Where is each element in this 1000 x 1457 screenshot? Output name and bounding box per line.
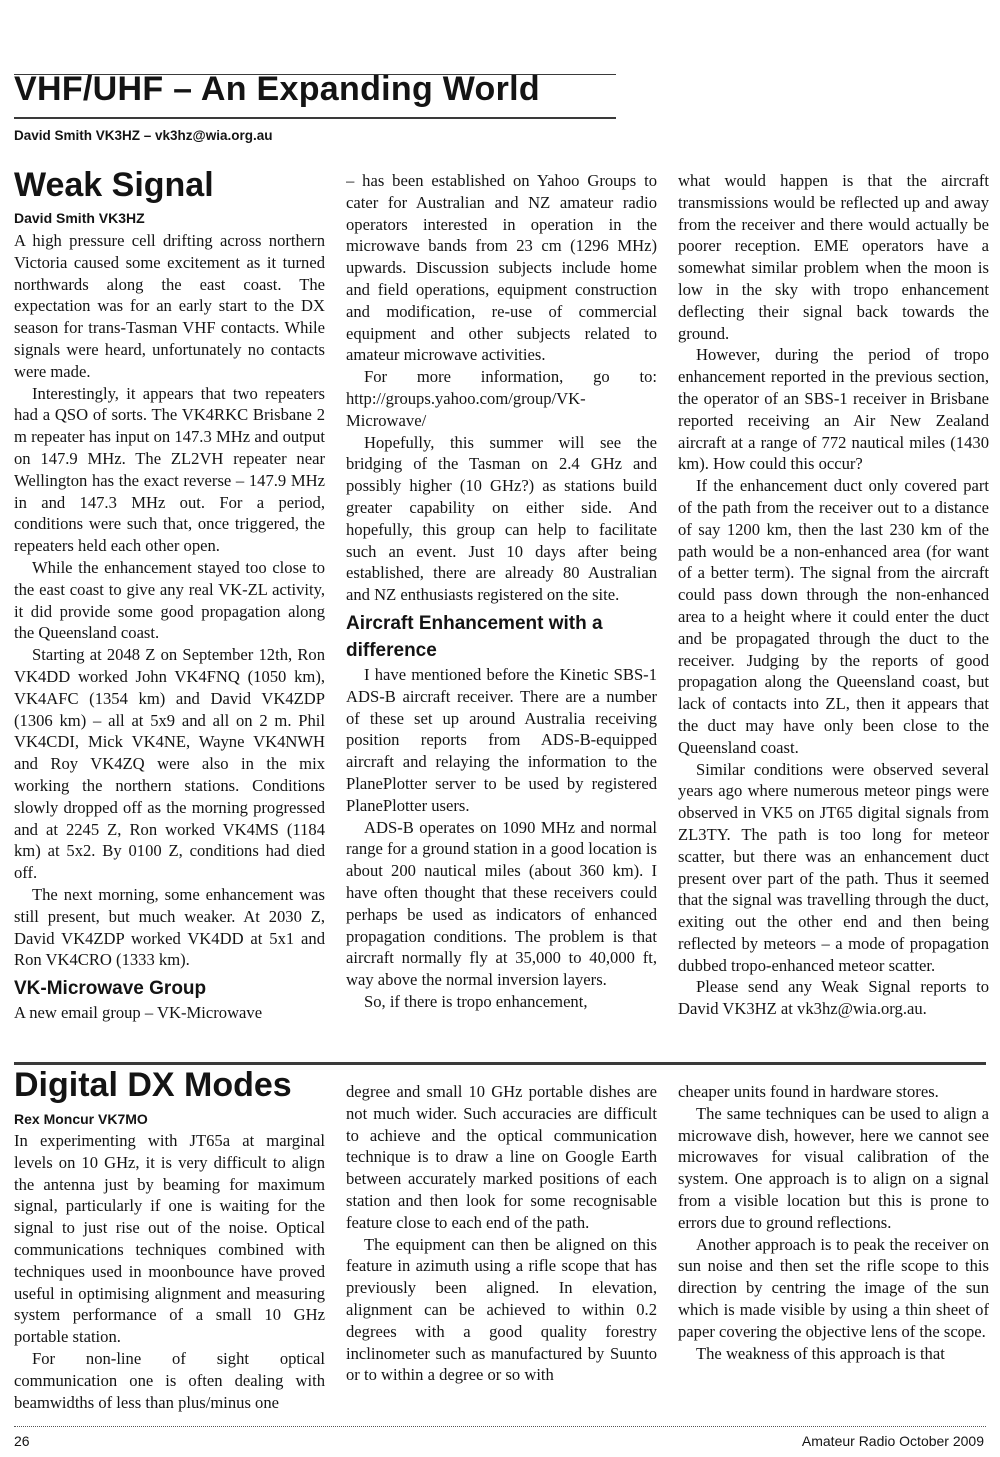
paragraph: A high pressure cell drifting across northern Victoria caused some excitement as it turned northwards along the east coast. The expectation was for an early start to the DX season for trans-Tasman VHF contacts. While signals were heard, unfortunately no contacts were made.: [14, 231, 325, 381]
digital-dx-column-2: [346, 1081, 657, 1416]
paragraph: For more information, go to: http://groups.yahoo.com/group/VK-Microwave/: [346, 367, 657, 430]
paragraph: For non-line of sight optical communication one is often dealing with beamwidths of less than plus/minus one: [14, 1348, 325, 1412]
digital-dx-author: Rex Moncur VK7MO: [14, 1111, 148, 1127]
weak-signal-author: David Smith VK3HZ: [14, 210, 145, 226]
subheading: Aircraft Enhancement with a difference: [346, 612, 603, 661]
paragraph: The equipment can then be aligned on this feature in azimuth using a rifle scope that has previously been aligned. In elevation, alignment can be achieved to within 0.2 degrees with a good quality forestry inclinometer such as manufactured by Suunto or to within a degree or so with: [346, 1234, 657, 1385]
paragraph: Please send any Weak Signal reports to David VK3HZ at vk3hz@wia.org.au.: [678, 977, 989, 1019]
weak-signal-column-2: [346, 170, 657, 1056]
column-title: VHF/UHF – An Expanding World: [14, 70, 540, 108]
section-divider: [14, 1062, 986, 1065]
paragraph: If the enhancement duct only covered part of the path from the receiver out to a distance of say 1200 km, then the last 230 km of the path would be a non-enhanced area (for want of a better term). The signal from the aircraft could pass down through the non-enhanced area to a height where it could enter the duct and be propagated through the duct to the receiver. Judging by the reports of good propagation along the Queensland coast, but lack of contacts into ZL, then it appears that the duct may have only been close to the Queensland coast.: [678, 476, 989, 757]
paragraph: what would happen is that the aircraft transmissions would be reflected up and away from the receiver and there would actually be poorer reception. EME operators have a somewhat similar problem when the moon is low in the sky with tropo enhancement deflecting their signal back towards the ground.: [678, 171, 989, 343]
digital-dx-title: Digital DX Modes: [14, 1066, 292, 1104]
paragraph: I have mentioned before the Kinetic SBS-1 ADS-B aircraft receiver. There are a number of these set up around Australia receiving position reports from ADS-B-equipped aircraft and relaying the information to the PlanePlotter server to be used by registered PlanePlotter users.: [346, 664, 657, 815]
paragraph: – has been established on Yahoo Groups to cater for Australian and NZ amateur radio operators interested in operation in the microwave bands from 23 cm (1296 MHz) upwards. Discussion subjects include home and field operations, equipment construction and modification, re-use of commercial equipment and other subjects related to amateur microwave activities.: [346, 171, 657, 365]
subheading: VK-Microwave Group: [14, 978, 207, 1000]
column-byline: David Smith VK3HZ – vk3hz@wia.org.au: [14, 128, 273, 143]
paragraph: The next morning, some enhancement was still present, but much weaker. At 2030 Z, David VK4ZDP worked VK4DD at 5x1 and Ron VK4CRO (1333 km).: [14, 884, 325, 970]
weak-signal-column-1: [14, 230, 325, 1056]
footer-rule: [14, 1426, 986, 1427]
digital-dx-column-1: [14, 1130, 325, 1416]
paragraph: The same techniques can be used to align a microwave dish, however, here we cannot see microwaves for visual calibration of the system. One approach is to align on a signal from a visible location but this is prone to errors due to ground reflections.: [678, 1103, 989, 1232]
paragraph: Similar conditions were observed several years ago where numerous meteor pings were observed in VK5 on JT65 digital signals from ZL3TY. The path is too long for meteor scatter, but there was an enhancement duct present over part of the path. Thus it seemed that the signal was travelling through the duct, exiting out the other end and then being reflected by meteors – a mode of propagation dubbed tropo-enhanced meteor scatter.: [678, 759, 989, 975]
paragraph: So, if there is tropo enhancement,: [364, 991, 588, 1011]
paragraph: A new email group – VK-Microwave: [14, 1003, 263, 1023]
paragraph: cheaper units found in hardware stores.: [678, 1082, 939, 1101]
paragraph: While the enhancement stayed too close to the east coast to give any real VK-ZL activity, it did provide some good propagation along the Queensland coast.: [14, 557, 325, 643]
paragraph: In experimenting with JT65a at marginal levels on 10 GHz, it is very difficult to align the antenna just by beaming for maximum signal, particularly if one is waiting for the signal to just rise out of the noise. Optical communications techniques combined with techniques used in moonbounce have proved useful in optimising alignment and measuring system performance of a small 10 GHz portable station.: [14, 1131, 325, 1347]
paragraph: However, during the period of tropo enhancement reported in the previous section, the operator of an SBS-1 receiver in Brisbane reported receiving an Air New Zealand aircraft at a range of 772 nautical miles (1430 km). How could this occur?: [678, 345, 989, 474]
paragraph: Starting at 2048 Z on September 12th, Ron VK4DD worked John VK4FNQ (1050 km), VK4AFC (1354 km) and David VK4ZDP (1306 km) – all at 5x9 and all on 2 m. Phil VK4CDI, Mick VK4NE, Wayne VK4NWH and Roy VK4ZQ were also in the mix working the northern stations. Conditions slowly dropped off as the morning progressed and at 2245 Z, Ron worked VK4MS (1184 km) at 5x2. By 0100 Z, conditions had died off.: [14, 645, 325, 883]
publication-footer: Amateur Radio October 2009: [801, 1433, 984, 1449]
header-bottom-rule: [14, 117, 616, 119]
digital-dx-column-3: [678, 1081, 989, 1416]
paragraph: Interestingly, it appears that two repeaters had a QSO of sorts. The VK4RKC Brisbane 2 m repeater has input on 147.3 MHz and output on 147.9 MHz. The ZL2VH repeater near Wellington has the exact reverse – 147.9 MHz in and 147.3 MHz out. For a period, conditions were such that, once triggered, the repeaters held each other open.: [14, 383, 325, 556]
paragraph: ADS-B operates on 1090 MHz and normal range for a ground station in a good location is about 200 nautical miles (about 360 km). I have often thought that these receivers could perhaps be used as indicators of enhanced propagation conditions. The problem is that aircraft normally fly at 35,000 to 40,000 ft, way above the normal inversion layers.: [346, 817, 657, 990]
paragraph: The weakness of this approach is that: [696, 1343, 945, 1363]
paragraph: degree and small 10 GHz portable dishes are not much wider. Such accuracies are difficult to achieve and the optical communication technique is to draw a line on Google Earth between accurately marked positions of each station and then look for some recognisable feature close to each end of the path.: [346, 1082, 657, 1232]
weak-signal-title: Weak Signal: [14, 166, 214, 204]
paragraph: Another approach is to peak the receiver on sun noise and then set the rifle scope to this direction by centring the image of the sun which is made visible by using a thin sheet of paper covering the objective lens of the scope.: [678, 1234, 989, 1341]
page-number: 26: [14, 1433, 30, 1449]
weak-signal-column-3: [678, 170, 989, 1056]
paragraph: Hopefully, this summer will see the bridging of the Tasman on 2.4 GHz and possibly higher (10 GHz?) as stations build greater capability on either side. And hopefully, this group can help to facilitate such an event. Just 10 days after being established, there are already 80 Australian and NZ enthusiasts registered on the site.: [346, 432, 657, 605]
